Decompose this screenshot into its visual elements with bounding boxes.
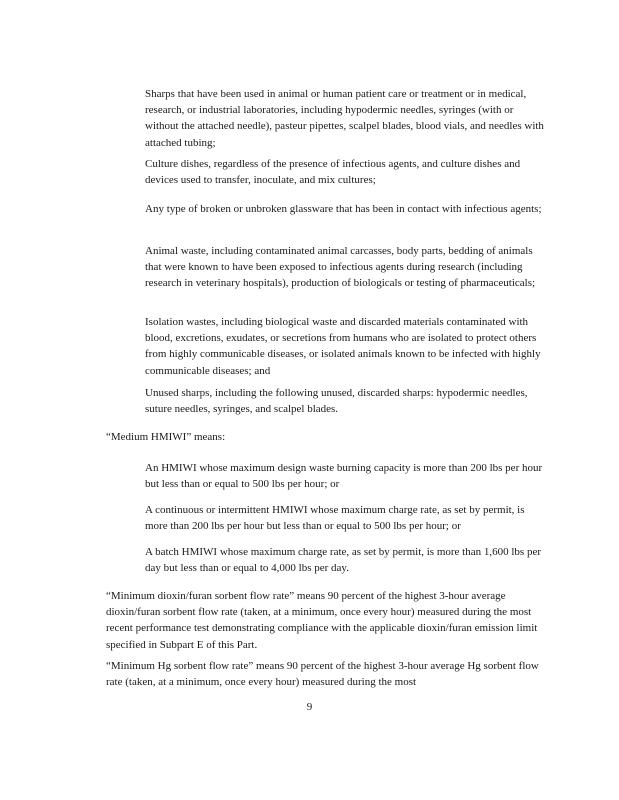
medium-hmiwi-item: A continuous or intermittent HMIWI whose maximum charge rate, as set by permit, is more than 200 lbs per hour but less than or equal to 500 lbs per hour; or [145,504,525,533]
dioxin-sorbent-definition: “Minimum dioxin/furan sorbent flow rate” means 90 percent of the highest 3-hour average dioxin/furan sorbent flow rate (taken, at a minimum, once every hour) measured during the most recent performance test demonstrating compliance with the applicable dioxin/furan emission limit specified in Subpart E of this Part. [106,590,538,651]
unused-sharps-paragraph: Unused sharps, including the following unused, discarded sharps: hypodermic needles, suture needles, syringes, and scalpel blades. [145,387,528,416]
culture-dishes-paragraph: Culture dishes, regardless of the presence of infectious agents, and culture dishes and devices used to transfer, inoculate, and mix cultures; [145,158,521,187]
page-number: 9 [306,701,313,713]
medium-hmiwi-item: A batch HMIWI whose maximum charge rate, as set by permit, is more than 1,600 lbs per day but less than or equal to 4,000 lbs per day. [145,546,542,575]
sharps-paragraph: Sharps that have been used in animal or human patient care or treatment or in medical, research, or industrial laboratories, including hypodermic needles, syringes (with or without the attached needle), pasteur pipettes, scalpel blades, blood vials, and needles with attached tubing; [145,88,544,149]
medium-hmiwi-heading: “Medium HMIWI” means: [106,431,226,443]
medium-hmiwi-item: An HMIWI whose maximum design waste burning capacity is more than 200 lbs per hour but less than or equal to 500 lbs per hour; or [145,462,543,491]
animal-waste-paragraph: Animal waste, including contaminated animal carcasses, body parts, bedding of animals that were known to have been exposed to infectious agents during research (including research in veterinary hospitals), production of biologicals or testing of pharmaceuticals; [145,245,536,290]
glassware-paragraph: Any type of broken or unbroken glassware that has been in contact with infectious agents; [145,203,542,215]
isolation-wastes-paragraph: Isolation wastes, including biological waste and discarded materials contaminated with blood, excretions, exudates, or secretions from humans who are isolated to protect others from highly communicable diseases, or isolated animals known to be infected with highly communicable diseases; and [145,316,541,377]
hg-sorbent-definition: “Minimum Hg sorbent flow rate” means 90 percent of the highest 3-hour average Hg sorbent flow rate (taken, at a minimum, once every hour) measured during the most [106,660,539,689]
